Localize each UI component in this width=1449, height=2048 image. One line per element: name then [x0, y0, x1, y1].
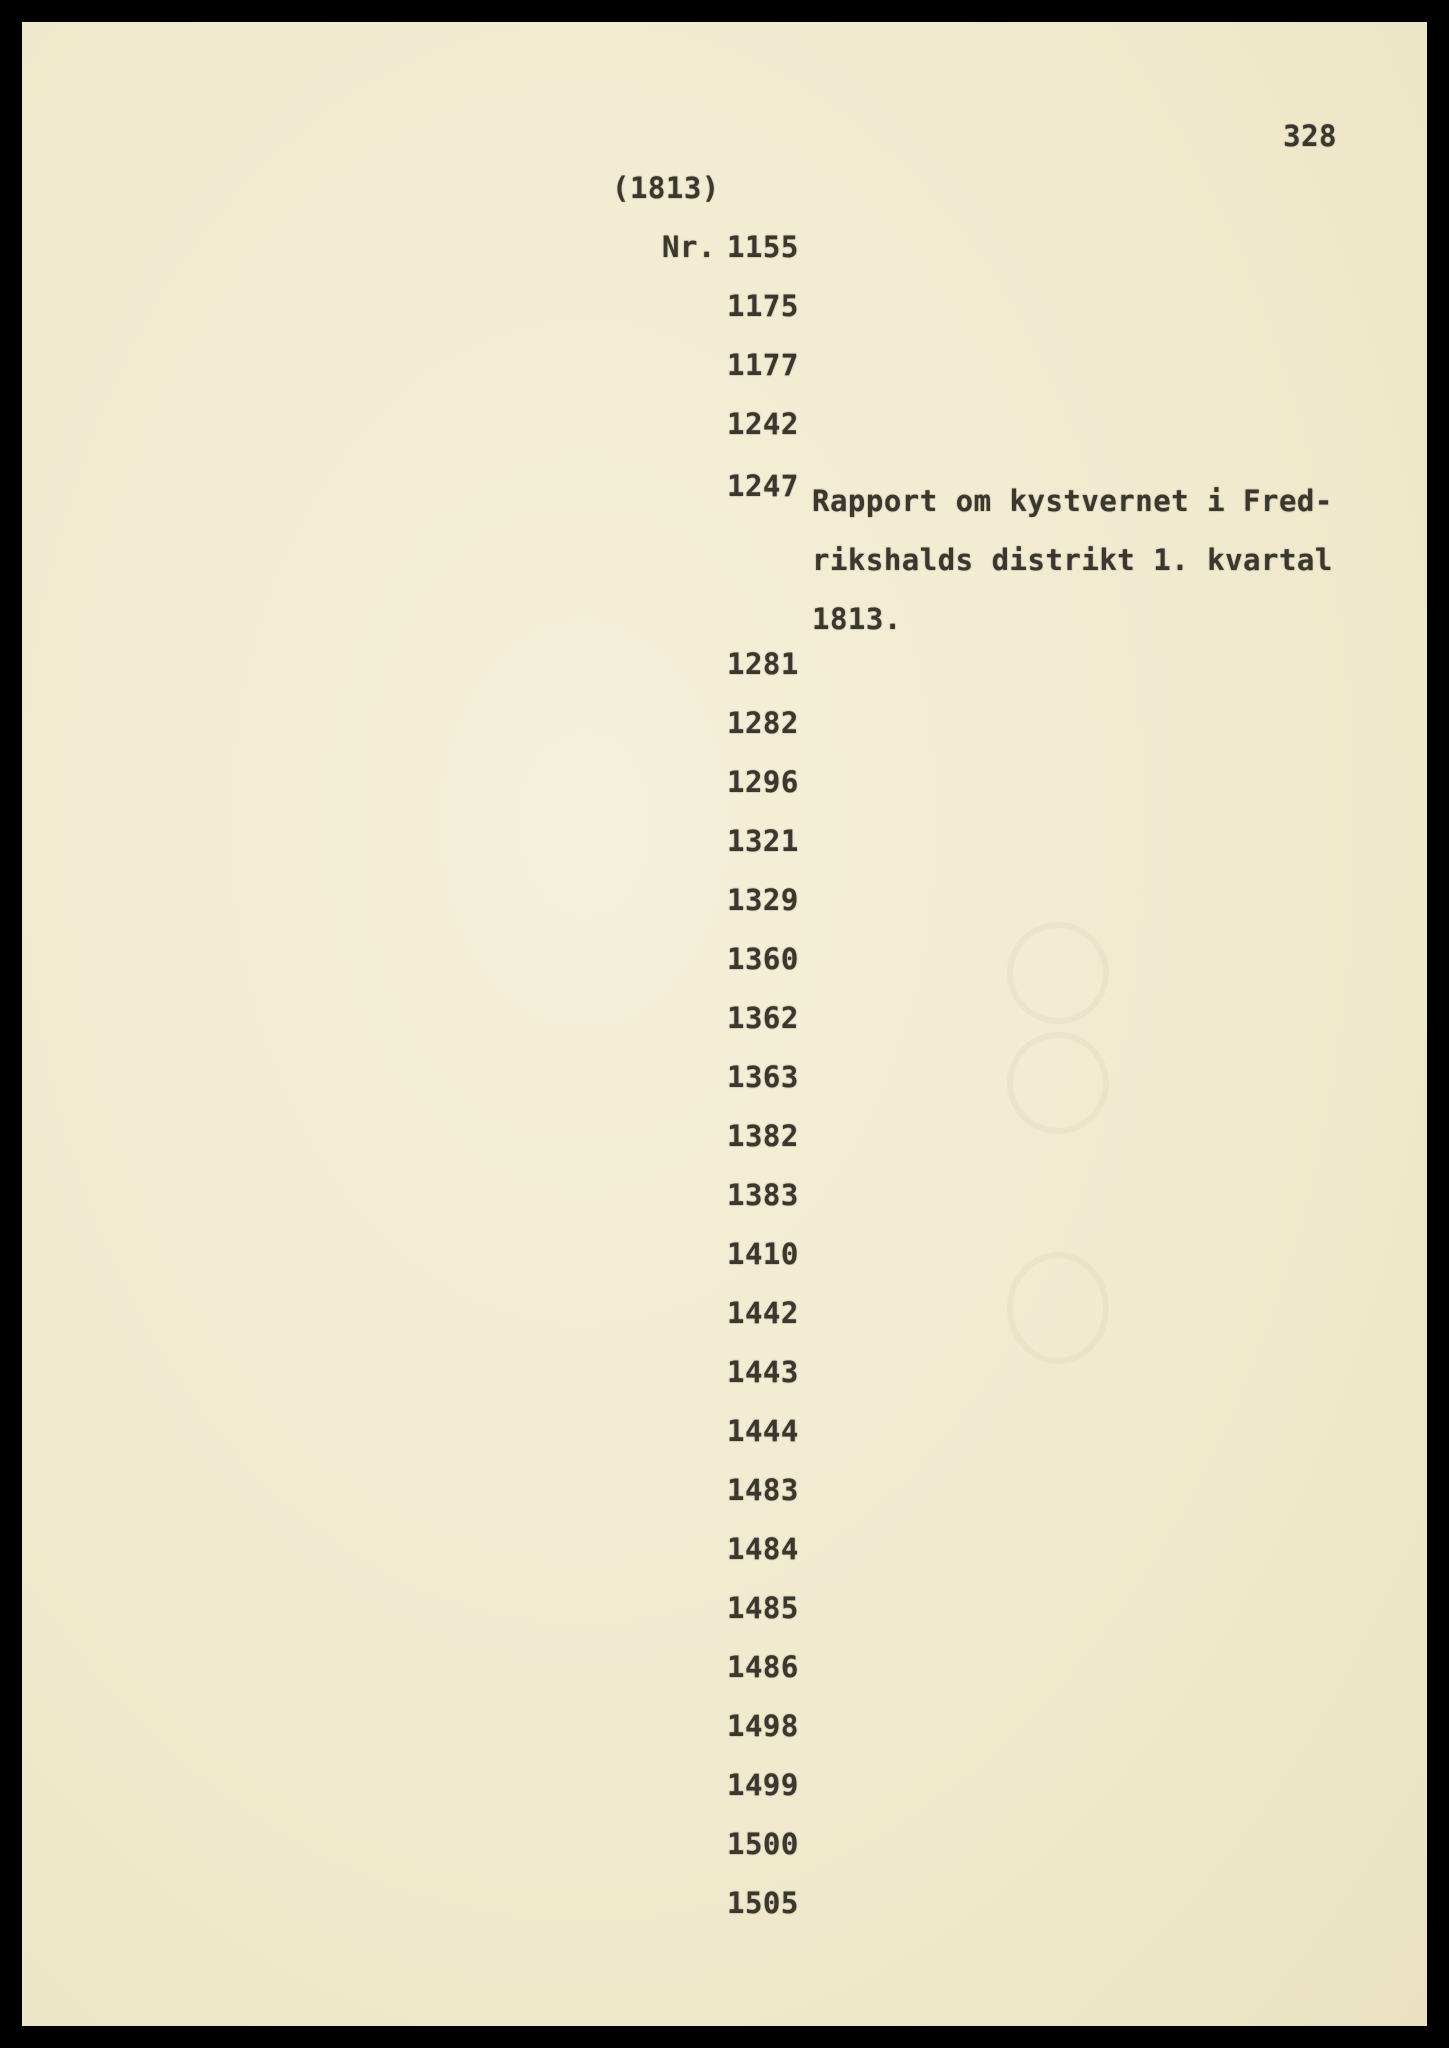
entry-number: 1321: [727, 824, 799, 858]
year-heading: (1813): [612, 171, 720, 205]
entry-number: 1175: [727, 289, 799, 323]
entry-number: 1281: [727, 647, 799, 681]
entry-number: 1242: [727, 407, 799, 441]
entry-number: 1485: [727, 1591, 799, 1625]
entry-number: 1410: [727, 1237, 799, 1271]
entry-number: 1296: [727, 765, 799, 799]
entry-number: 1442: [727, 1296, 799, 1330]
entry-number: 1444: [727, 1414, 799, 1448]
entry-number: 1362: [727, 1001, 799, 1035]
nr-prefix: Nr.: [662, 230, 716, 264]
entry-number: 1498: [727, 1709, 799, 1743]
description-line: rikshalds distrikt 1. kvartal: [812, 543, 1333, 577]
stamp-mark: [1007, 1252, 1109, 1364]
stamp-mark: [1007, 922, 1109, 1024]
entry-number: 1360: [727, 942, 799, 976]
entry-number: 1484: [727, 1532, 799, 1566]
entry-number: 1443: [727, 1355, 799, 1389]
entry-number: 1500: [727, 1827, 799, 1861]
entry-number: 1499: [727, 1768, 799, 1802]
description-line: Rapport om kystvernet i Fred-: [812, 484, 1333, 518]
entry-number: 1383: [727, 1178, 799, 1212]
entry-description: [812, 472, 1372, 649]
document-page: [22, 22, 1427, 2026]
entry-number: 1329: [727, 883, 799, 917]
entry-number: 1382: [727, 1119, 799, 1153]
description-line: 1813.: [812, 602, 902, 636]
entry-number: 1486: [727, 1650, 799, 1684]
entry-number: 1177: [727, 348, 799, 382]
entry-number: 1247: [727, 469, 799, 503]
entry-number: 1505: [727, 1886, 799, 1920]
page-number: 328: [1283, 119, 1337, 153]
entry-number: 1483: [727, 1473, 799, 1507]
entry-number: 1363: [727, 1060, 799, 1094]
stamp-mark: [1007, 1032, 1109, 1134]
entry-number: 1282: [727, 706, 799, 740]
entry-number: 1155: [727, 230, 799, 264]
